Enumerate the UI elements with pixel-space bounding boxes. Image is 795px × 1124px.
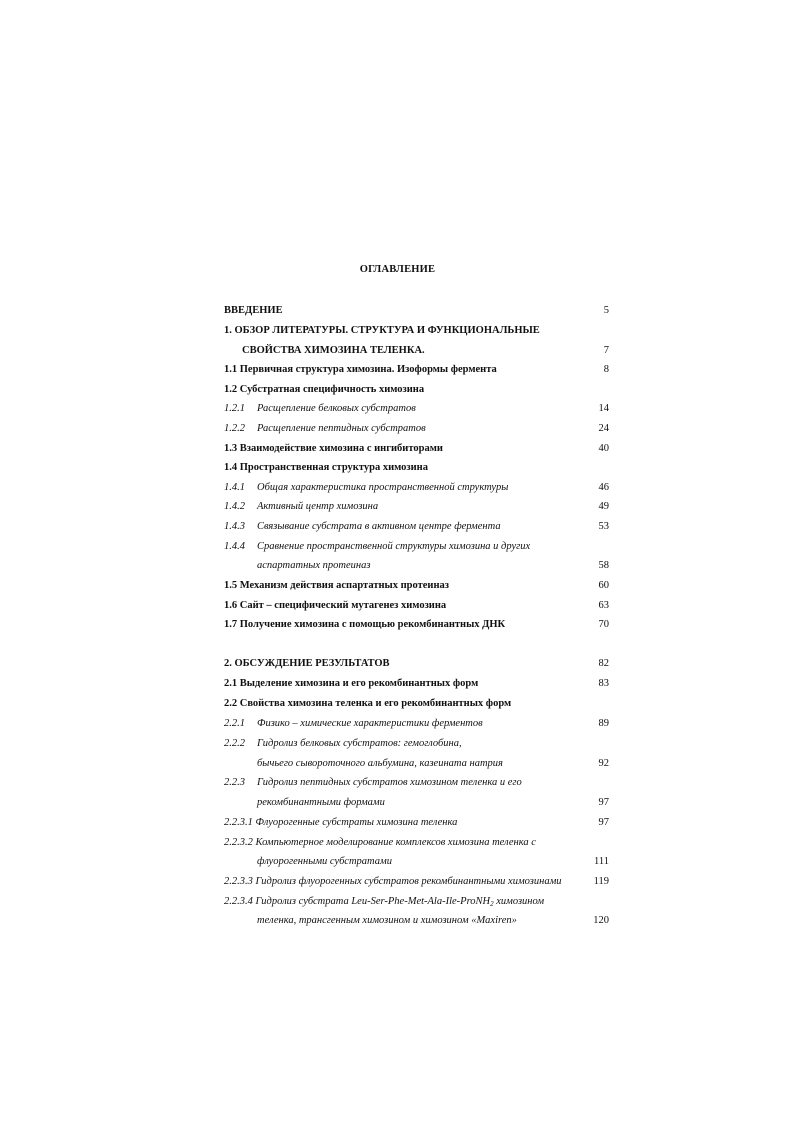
toc-entry-text: бычьего сывороточного альбумина, казеината натрия	[257, 758, 503, 769]
toc-entry-2-2-3-cont[interactable]	[224, 795, 609, 811]
toc-entry-text: 1.2 Субстратная специфичность химозина	[224, 384, 425, 395]
toc-entry-text: флуорогенными субстратами	[257, 856, 392, 867]
toc-entry-2-2-3[interactable]	[224, 775, 609, 791]
toc-entry-code: 1.4.1	[224, 482, 245, 493]
toc-entry-text: 1.3 Взаимодействие химозина с ингибиторами	[224, 443, 443, 454]
toc-entry-intro[interactable]	[224, 303, 609, 319]
toc-entry-code: 2.2.2	[224, 738, 245, 749]
toc-entry-text: 2.2.3.2 Компьютерное моделирование комплексов химозина теленка с	[224, 837, 536, 848]
toc-entry-2-2-2-cont[interactable]	[224, 756, 609, 772]
toc-page-number: 97	[598, 797, 609, 808]
toc-entry-text: Сравнение пространственной структуры химозина и других	[257, 541, 531, 552]
toc-page-number: 97	[598, 817, 609, 828]
toc-entry-1-4-3[interactable]	[224, 519, 609, 535]
subscript: 2	[490, 900, 494, 908]
toc-entry-text-after: химозином	[493, 896, 545, 907]
toc-entry-text: 1.6 Сайт – специфический мутагенез химозина	[224, 600, 447, 611]
toc-page-number: 7	[603, 345, 609, 356]
toc-entry-code: 1.2.2	[224, 423, 245, 434]
toc-entry-text: Расщепление белковых субстратов	[257, 403, 416, 414]
toc-entry-text: 1.1 Первичная структура химозина. Изоформы фермента	[224, 364, 497, 375]
toc-entry-text: теленка, трансгенным химозином и химозином «Maxiren»	[257, 915, 517, 926]
toc-entry-text: ВВЕДЕНИЕ	[224, 305, 283, 316]
toc-entry-1-4-4[interactable]	[224, 539, 609, 555]
toc-entry-code: 1.4.3	[224, 521, 245, 532]
toc-entry-1-4-4-cont[interactable]	[224, 558, 609, 574]
toc-page-number: 82	[598, 658, 609, 669]
toc-entry-code: 2.2.3	[224, 777, 245, 788]
toc-entry-1-4-1[interactable]	[224, 480, 609, 496]
toc-entry-code: 2.2.1	[224, 718, 245, 729]
toc-page-number: 8	[603, 364, 609, 375]
toc-entry-text: Общая характеристика пространственной структуры	[257, 482, 509, 493]
toc-entry-text: 1.7 Получение химозина с помощью рекомбинантных ДНК	[224, 619, 506, 630]
toc-entry-1-6[interactable]	[224, 598, 609, 614]
toc-entry-code: 1.4.2	[224, 501, 245, 512]
toc-entry-1-5[interactable]	[224, 578, 609, 594]
toc-entry-2-2-3-1[interactable]	[224, 815, 609, 831]
toc-entry-text: Связывание субстрата в активном центре фермента	[257, 521, 501, 532]
toc-entry-1-4-2[interactable]	[224, 499, 609, 515]
toc-entry-text: 2.1 Выделение химозина и его рекомбинантных форм	[224, 678, 479, 689]
toc-entry-text: Расщепление пептидных субстратов	[257, 423, 426, 434]
toc-entry-text: Физико – химические характеристики ферментов	[257, 718, 483, 729]
toc-entry-text: 1.5 Механизм действия аспартатных протеиназ	[224, 580, 449, 591]
toc-page-number: 111	[594, 856, 609, 867]
toc-page-number: 92	[598, 758, 609, 769]
toc-page-number: 49	[598, 501, 609, 512]
toc-entry-text: 1. ОБЗОР ЛИТЕРАТУРЫ. СТРУКТУРА И ФУНКЦИОНАЛЬНЫЕ	[224, 325, 540, 336]
toc-entry-1-1[interactable]	[224, 362, 609, 378]
toc-entry-chapter-1[interactable]	[224, 323, 609, 339]
toc-entry-2-1[interactable]	[224, 676, 609, 692]
toc-entry-1-7[interactable]	[224, 617, 609, 633]
toc-entry-text: 2. ОБСУЖДЕНИЕ РЕЗУЛЬТАТОВ	[224, 658, 390, 669]
toc-page-number: 83	[598, 678, 609, 689]
toc-page-number: 5	[603, 305, 609, 316]
toc-page-number: 14	[598, 403, 609, 414]
toc-entry-text: рекомбинантными формами	[257, 797, 385, 808]
toc-entry-2-2-3-4[interactable]	[224, 894, 609, 910]
toc-entry-1-2-2[interactable]	[224, 421, 609, 437]
toc-entry-text	[224, 894, 544, 910]
toc-entry-chapter-2[interactable]	[224, 656, 609, 672]
toc-entry-text: Гидролиз белковых субстратов: гемоглобина,	[257, 738, 462, 749]
toc-page-number: 70	[598, 619, 609, 630]
toc-page-number: 40	[598, 443, 609, 454]
toc-entry-2-2-1[interactable]	[224, 716, 609, 732]
page-title: ОГЛАВЛЕНИЕ	[359, 264, 436, 275]
toc-entry-code: 1.4.4	[224, 541, 245, 552]
toc-entry-text: аспартатных протеиназ	[257, 560, 371, 571]
toc-entry-1-2-1[interactable]	[224, 401, 609, 417]
toc-entry-text: 1.4 Пространственная структура химозина	[224, 462, 428, 473]
toc-page-number: 24	[598, 423, 609, 434]
toc-entry-1-3[interactable]	[224, 441, 609, 457]
toc-entry-text: 2.2.3.1 Флуорогенные субстраты химозина теленка	[224, 817, 458, 828]
toc-page-number: 119	[593, 876, 609, 887]
toc-page-number: 53	[598, 521, 609, 532]
toc-entry-text-main: 2.2.3.4 Гидролиз субстрата Leu-Ser-Phe-Met-Ala-Ile-ProNH	[224, 896, 491, 907]
toc-page-number: 46	[598, 482, 609, 493]
toc-page-number: 120	[593, 915, 609, 926]
toc-page-number: 60	[598, 580, 609, 591]
toc-page-number: 58	[598, 560, 609, 571]
toc-entry-code: 1.2.1	[224, 403, 245, 414]
toc-entry-text: Активный центр химозина	[257, 501, 379, 512]
toc-entry-2-2-2[interactable]	[224, 736, 609, 752]
toc-entry-1-2[interactable]	[224, 382, 609, 398]
toc-entry-2-2-3-4-cont[interactable]	[224, 913, 609, 929]
toc-entry-2-2-3-2-cont[interactable]	[224, 854, 609, 870]
toc-page-number: 89	[598, 718, 609, 729]
toc-page-number: 63	[598, 600, 609, 611]
toc-entry-text: СВОЙСТВА ХИМОЗИНА ТЕЛЕНКА.	[242, 345, 425, 356]
toc-entry-chapter-1-cont[interactable]	[224, 343, 609, 359]
toc-entry-1-4[interactable]	[224, 460, 609, 476]
toc-entry-2-2-3-3[interactable]	[224, 874, 609, 890]
toc-entry-2-2[interactable]	[224, 696, 609, 712]
toc-entry-2-2-3-2[interactable]	[224, 835, 609, 851]
toc-entry-text: 2.2 Свойства химозина теленка и его рекомбинантных форм	[224, 698, 512, 709]
toc-entry-text: 2.2.3.3 Гидролиз флуорогенных субстратов рекомбинантными химозинами	[224, 876, 562, 887]
toc-entry-text: Гидролиз пептидных субстратов химозином теленка и его	[257, 777, 522, 788]
